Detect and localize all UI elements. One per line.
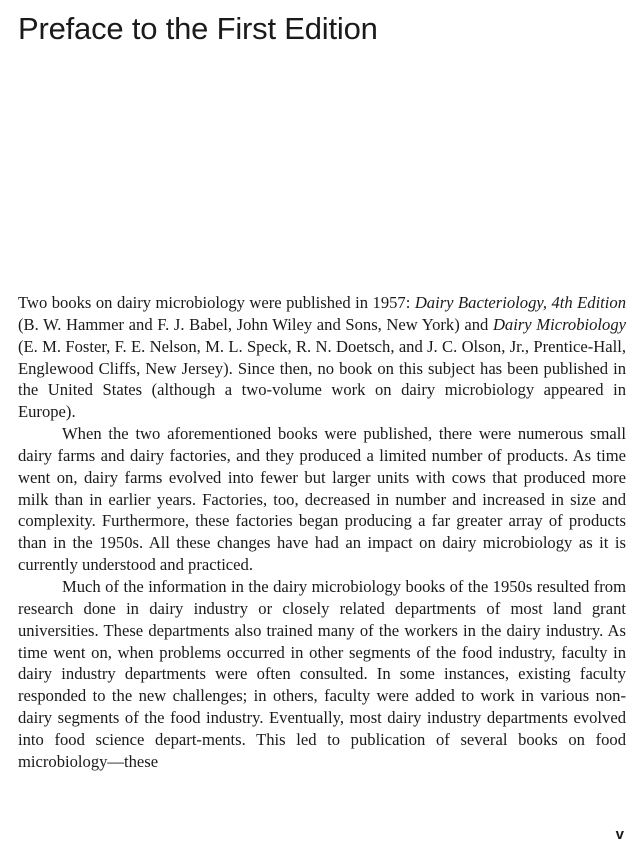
book-title-dairy-bacteriology: Dairy Bacteriology, 4th Edition [414,293,626,312]
paragraph-1-text-a: Two books on dairy microbiology were published in 1957: [18,293,415,312]
paragraph-1 [18,292,626,423]
paragraph-2: When the two aforementioned books were published, there were numerous small dairy farms and dairy factories, and they produced a limited number of products. As time went on, dairy farms evolved into fewer but larger units with cows that produced more milk than in earlier years. Factories, too, decreased in number and increased in size and complexity. Furthermore, these factories began producing a far greater array of products than in the 1950s. All these changes have had an impact on dairy microbiology as it is currently understood and practiced. [18,424,626,575]
page-title: Preface to the First Edition [18,11,378,46]
book-title-dairy-microbiology: Dairy Microbiology [492,314,626,334]
paragraph-1-text-b: (B. W. Hammer and F. J. Babel, John Wiley and Sons, New York) and [18,314,493,334]
paragraph-1-text-c: (E. M. Foster, F. E. Nelson, M. L. Speck, R. N. Doetsch, and J. C. Olson, Jr., Prentice-Hall, Englewood Cliffs, New Jersey). Since then, no book on this subject has been published in the United States (although a two-volume work on dairy microbiology appeared in Europe). [18,336,626,422]
paragraph-3: Much of the information in the dairy microbiology books of the 1950s resulted from research done in dairy industry or closely related departments of most land grant universities. These departments also trained many of the workers in the dairy industry. As time went on, when problems occurred in other segments of the food industry, faculty in dairy industry departments were often consulted. In some instances, existing faculty responded to the new challenges; in others, faculty were added to work in various non-dairy segments of the food industry. Eventually, most dairy industry departments evolved into food science depart-ments. This led to publication of several books on food microbiology—these [18,576,626,771]
preface-body [18,292,626,773]
page-number: v [615,826,624,843]
